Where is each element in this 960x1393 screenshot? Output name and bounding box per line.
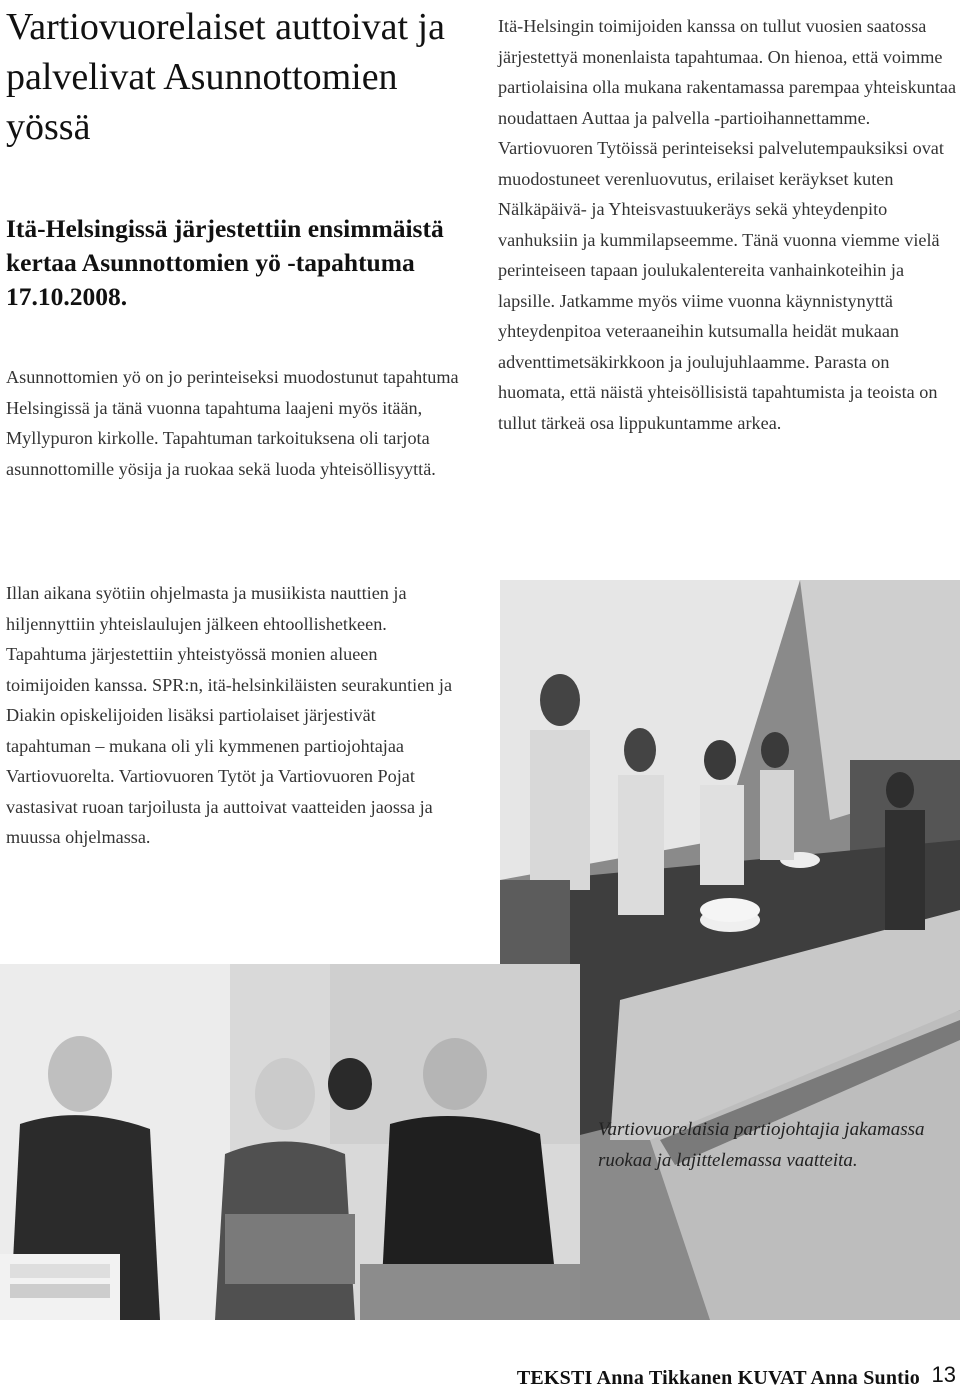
article-title: Vartiovuorelaiset auttoivat ja palvelivat Asunnottomien yössä bbox=[6, 6, 445, 148]
body-paragraph-2: Illan aikana syötiin ohjelmasta ja musiikista nauttien ja hiljennyttiin yhteislaulujen jälkeen ehtoollishetkeen. Tapahtuma järjestettiin yhteistyössä monien alueen toimijoiden kanssa. SPR:n, itä-helsinkiläisten seurakuntien ja Diakin opiskelijoiden lisäksi partiolaiset järjestivät tapahtuman – mukana oli yli kymmenen partiojohtajaa Vartiovuorelta. Vartiovuoren Tytöt ja Vartiovuoren Pojat vastasivat ruoan tarjoilusta ja auttoivat vaatteiden jaossa ja muussa ohjelmassa. bbox=[6, 583, 453, 847]
article-subtitle: Itä-Helsingissä järjestettiin ensimmäistä kertaa Asunnottomien yö -tapahtuma 17.10.2008. bbox=[6, 214, 444, 311]
photo-text-credits: TEKSTI Anna Tikkanen KUVAT Anna Suntio bbox=[516, 1367, 920, 1389]
page-number: 13 bbox=[931, 1362, 956, 1387]
photo-clothing-sorting-image bbox=[0, 964, 580, 1320]
photo-caption: Vartiovuorelaisia partiojohtajia jakamassa ruokaa ja lajittelemassa vaatteita. bbox=[598, 1119, 925, 1171]
photo-clothing-sorting bbox=[0, 964, 580, 1320]
body-paragraph-1: Asunnottomien yö on jo perinteiseksi muodostunut tapahtuma Helsingissä ja tänä vuonna tapahtuma laajeni myös itään, Myllypuron kirkolle. Tapahtuman tarkoituksena oli tarjota asunnottomille yösija ja ruokaa sekä luoda yhteisöllisyyttä. bbox=[6, 367, 459, 479]
body-paragraph-3: Itä-Helsingin toimijoiden kanssa on tullut vuosien saatossa järjestettyä monenlaista tapahtumaa. On hienoa, että voimme partiolaisina olla mukana rakentamassa parempaa yhteiskuntaa noudattaen Auttaa ja palvella -partioihannettamme. Vartiovuoren Tytöissä perinteiseksi palvelutempauksiksi ovat muodostuneet verenluovutus, erilaiset keräykset kuten Nälkäpäivä- ja Yhteisvastuukeräys sekä yhteydenpito vanhuksiin ja kummilapseemme. Tänä vuonna viemme vielä perinteiseen tapaan joulukalentereita vanhainkoteihin ja lapsille. Jatkamme myös viime vuonna käynnistynyttä yhteydenpitoa veteraaneihin kutsumalla heidät mukaan adventtimetsäkirkkoon ja joulujuhlaamme. Parasta on huomata, että näistä yhteisöllisistä tapahtumista ja teoista on tullut tärkeä osa lippukuntamme arkea. bbox=[498, 16, 957, 433]
